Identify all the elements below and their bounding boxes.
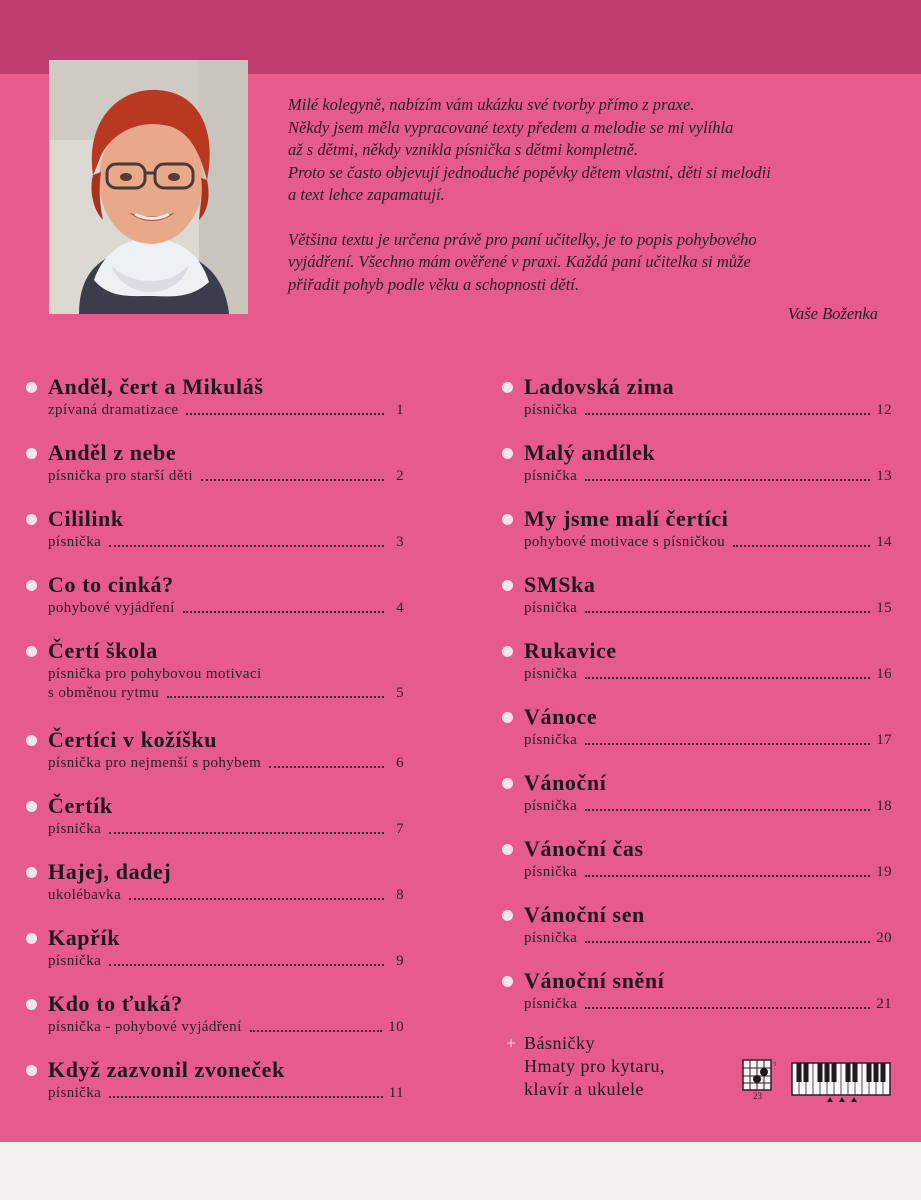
bullet-icon (502, 382, 513, 393)
bullet-icon (502, 448, 513, 459)
toc-entry-page: 5 (396, 685, 404, 701)
toc-entry-page: 13 (876, 468, 892, 484)
toc-entry-page: 14 (876, 534, 892, 550)
toc-entry-subtitle: s obměnou rytmu (48, 685, 159, 701)
toc-entry[interactable] (500, 373, 892, 439)
dot-leader (585, 875, 870, 877)
dot-leader (585, 1007, 870, 1009)
guitar-chord-icon (741, 1058, 781, 1102)
dot-leader (109, 1096, 383, 1098)
piano-keyboard-icon (791, 1062, 891, 1104)
toc-entry-title: Ladovská zima (524, 374, 675, 399)
toc-entry-subtitle: zpívaná dramatizace (48, 402, 179, 418)
author-photo (49, 60, 248, 314)
toc-entry-subtitle: písnička (48, 534, 102, 550)
toc-entry-subtitle: písnička (524, 468, 578, 484)
bullet-icon (26, 646, 37, 657)
toc-entry[interactable] (500, 505, 892, 571)
intro-text (288, 94, 888, 323)
bullet-icon (26, 448, 37, 459)
toc-entry-title: My jsme malí čertíci (524, 506, 729, 531)
toc-entry[interactable] (24, 726, 404, 792)
toc-entry-title: Kapřík (48, 925, 121, 950)
toc-entry-title: Když zazvonil zvoneček (48, 1057, 285, 1082)
toc-entry-subtitle: písnička (524, 402, 578, 418)
toc-entry-page: 17 (876, 732, 892, 748)
toc-entry-title: Vánoce (524, 704, 598, 729)
intro-paragraph-1: Milé kolegyně, nabízím vám ukázku své tvorby přímo z praxe. Někdy jsem měla vypracované texty předem a melodie se mi vylíhla až s dětmi, někdy vznikla písnička s dětmi kompletně. Proto se často objevují jednoduché popěvky dětem vlastní, děti si melodii a text lehce zapamatují. (288, 95, 771, 204)
toc-entry-title: Vánoční sen (524, 902, 645, 927)
dot-leader (183, 611, 384, 613)
toc-entry-subtitle: písnička (48, 821, 102, 837)
dot-leader (186, 413, 384, 415)
toc-entry[interactable] (500, 637, 892, 703)
dot-leader (129, 898, 384, 900)
toc-entry-page: 18 (876, 798, 892, 814)
toc-entry-page: 4 (396, 600, 404, 616)
toc-entry[interactable] (24, 571, 404, 637)
toc-left-column (24, 373, 404, 1122)
signature: Vaše Boženka (787, 304, 878, 323)
toc-entry-page: 9 (396, 953, 404, 969)
toc-entry-subtitle: písnička - pohybové vyjádření (48, 1019, 242, 1035)
extras-line-poems: Básničky (524, 1033, 595, 1053)
toc-entry[interactable] (500, 571, 892, 637)
toc-entry-subtitle: ukolébavka (48, 887, 122, 903)
bullet-icon (502, 646, 513, 657)
toc-entry[interactable] (24, 373, 404, 439)
toc-entry-page: 6 (396, 755, 404, 771)
dot-leader (585, 941, 870, 943)
toc-entry-title: Hajej, dadej (48, 859, 172, 884)
toc-entry[interactable] (24, 505, 404, 571)
bullet-icon (502, 844, 513, 855)
toc-entry-subtitle: písnička pro nejmenší s pohybem (48, 755, 262, 771)
dot-leader (733, 545, 870, 547)
toc-entry[interactable] (24, 439, 404, 505)
toc-entry-page: 3 (396, 534, 404, 550)
bullet-icon (26, 735, 37, 746)
dot-leader (109, 832, 384, 834)
toc-entry-title: Čertíci v kožíšku (48, 727, 218, 752)
bullet-icon (26, 382, 37, 393)
toc-entry-title: Cililink (48, 506, 124, 531)
svg-text:3: 3 (773, 1062, 776, 1068)
dot-leader (109, 545, 384, 547)
bullet-icon (26, 999, 37, 1010)
toc-entry-subtitle: písnička (48, 1085, 102, 1101)
dot-leader (585, 809, 870, 811)
toc-entry[interactable] (24, 1056, 404, 1122)
toc-entry-page: 7 (396, 821, 404, 837)
toc-entry[interactable] (500, 769, 892, 835)
toc-entry-title: Anděl, čert a Mikuláš (48, 374, 264, 399)
bullet-icon (502, 580, 513, 591)
toc-entry-page: 8 (396, 887, 404, 903)
dot-leader (585, 677, 870, 679)
toc-entry-title: Co to cinká? (48, 572, 174, 597)
toc-entry-title: Vánoční čas (524, 836, 644, 861)
toc-entry-subtitle: písnička (524, 732, 578, 748)
toc-entry-title: Vánoční snění (524, 968, 665, 993)
toc-entry-subtitle: písnička (524, 864, 578, 880)
toc-entry-title: Kdo to ťuká? (48, 991, 183, 1016)
bullet-icon (502, 778, 513, 789)
toc-entry-subtitle: písnička (524, 666, 578, 682)
toc-entry[interactable] (24, 637, 404, 726)
toc-entry[interactable] (500, 967, 892, 1033)
toc-entry-page: 2 (396, 468, 404, 484)
toc-entry-subtitle-line1: písnička pro pohybovou motivaci (48, 666, 262, 682)
toc-entry[interactable] (24, 924, 404, 990)
bullet-icon (502, 712, 513, 723)
toc-entry-page: 10 (388, 1019, 404, 1035)
dot-leader (109, 964, 384, 966)
dot-leader (250, 1030, 383, 1032)
author-portrait-illustration (49, 60, 248, 314)
bullet-icon (26, 514, 37, 525)
toc-entry-subtitle: pohybové motivace s písničkou (524, 534, 726, 550)
toc-entry-title: Rukavice (524, 638, 617, 663)
toc-right-column (500, 373, 892, 1033)
bullet-icon (26, 801, 37, 812)
toc-entry-page: 16 (876, 666, 892, 682)
toc-entry-title: SMSka (524, 572, 596, 597)
bullet-icon (26, 867, 37, 878)
dot-leader (201, 479, 384, 481)
toc-entry[interactable] (500, 835, 892, 901)
extras-page: 23 (753, 1091, 762, 1101)
toc-entry[interactable] (24, 792, 404, 858)
toc-entry-title: Malý andílek (524, 440, 656, 465)
dot-leader (585, 479, 870, 481)
extras-entry[interactable] (506, 1032, 736, 1101)
toc-entry-subtitle: písnička (524, 798, 578, 814)
toc-entry-subtitle: písnička (48, 953, 102, 969)
intro-paragraph-2: Většina textu je určena právě pro paní učitelky, je to popis pohybového vyjádření. Všechno mám ověřené v praxi. Každá paní učitelka si může přiřadit pohyb podle věku a schopnosti dětí. (288, 229, 757, 294)
dot-leader (167, 696, 384, 698)
toc-entry-page: 20 (876, 930, 892, 946)
toc-entry[interactable] (500, 703, 892, 769)
bullet-icon (26, 1065, 37, 1076)
bottom-band (0, 1142, 921, 1200)
bullet-icon (502, 514, 513, 525)
dot-leader (269, 766, 384, 768)
bullet-icon (502, 976, 513, 987)
toc-entry-subtitle: písnička (524, 996, 578, 1012)
toc-entry-page: 21 (876, 996, 892, 1012)
bullet-icon (502, 910, 513, 921)
toc-entry-page: 19 (876, 864, 892, 880)
toc-entry[interactable] (500, 439, 892, 505)
toc-entry-subtitle: pohybové vyjádření (48, 600, 175, 616)
plus-icon: + (506, 1033, 517, 1053)
dot-leader (585, 413, 870, 415)
toc-entry[interactable] (500, 901, 892, 967)
toc-entry-subtitle: písnička (524, 600, 578, 616)
toc-entry-page: 11 (388, 1085, 404, 1101)
bullet-icon (26, 933, 37, 944)
toc-entry-subtitle: písnička pro starší děti (48, 468, 193, 484)
toc-entry[interactable] (24, 990, 404, 1056)
toc-entry-title: Čertí škola (48, 638, 158, 663)
toc-entry-page: 15 (876, 600, 892, 616)
dot-leader (585, 611, 870, 613)
toc-entry-title: Anděl z nebe (48, 440, 177, 465)
toc-entry[interactable] (24, 858, 404, 924)
toc-entry-title: Čertík (48, 793, 113, 818)
extras-line-chords: Hmaty pro kytaru, (524, 1056, 665, 1076)
extras-line-instruments: klavír a ukulele (524, 1079, 644, 1099)
dot-leader (585, 743, 870, 745)
toc-entry-title: Vánoční (524, 770, 607, 795)
toc-entry-page: 1 (396, 402, 404, 418)
bullet-icon (26, 580, 37, 591)
toc-entry-subtitle: písnička (524, 930, 578, 946)
toc-entry-page: 12 (876, 402, 892, 418)
